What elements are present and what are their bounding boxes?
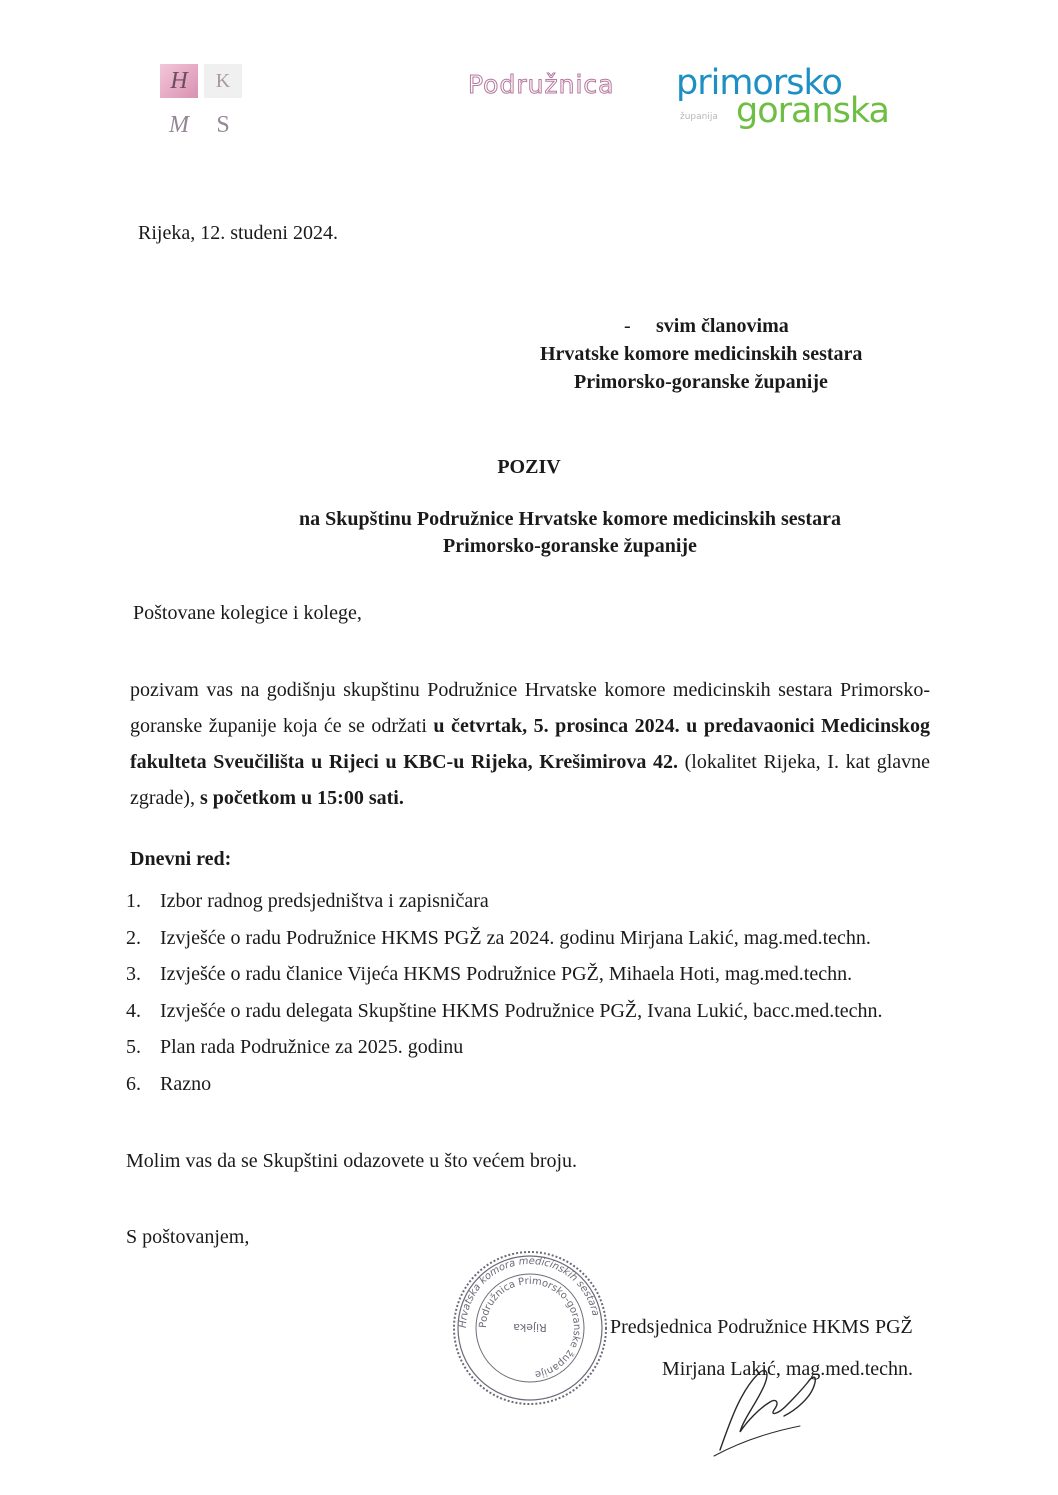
agenda-item — [126, 996, 883, 1033]
recipient-line-1 — [540, 312, 862, 340]
agenda-item — [126, 923, 883, 960]
agenda-item-number: 2. — [126, 926, 141, 949]
agenda-item-text: Razno — [160, 1072, 212, 1095]
body-bold-1: u četvrtak, 5. prosinca 2024. u predavaonici Medicinskog fakulteta Sveučilišta u Rijeci u KBC-u Rijeka, Krešimirova 42. — [130, 715, 930, 773]
agenda-item — [126, 886, 883, 923]
handwritten-signature — [700, 1352, 840, 1462]
agenda-item — [126, 959, 883, 996]
document-subtitle — [200, 506, 940, 560]
agenda-item-number: 6. — [126, 1072, 141, 1095]
stamp-center-text: Rijeka — [513, 1321, 547, 1334]
logo-letter-k: K — [204, 64, 242, 98]
stamp-inner-text: Podružnica Primorsko-goranske županije — [477, 1275, 583, 1380]
logo-goranska: goranska — [736, 91, 889, 131]
recipient-members: svim članovima — [656, 315, 789, 337]
logo-primorsko: primorsko — [676, 63, 842, 103]
body-bold-2: s početkom u 15:00 sati. — [199, 787, 404, 809]
body-part-1: pozivam vas na godišnju skupštinu Podružnice Hrvatske komore medicinskih sestara Primorsko-goranske županije koja će se održati — [130, 679, 930, 737]
body-part-2: (lokalitet Rijeka, I. kat glavne zgrade), — [130, 751, 931, 809]
recipient-line-3: Primorsko-goranske županije — [574, 371, 828, 393]
agenda-item-text: Izvješće o radu Podružnice HKMS PGŽ za 2024. godinu Mirjana Lakić, mag.med.techn. — [160, 926, 871, 949]
signature-stroke — [720, 1370, 815, 1450]
signatory-title: Predsjednica Podružnice HKMS PGŽ — [610, 1316, 913, 1338]
agenda-item-text: Izbor radnog predsjedništva i zapisničara — [160, 890, 489, 912]
agenda-item-text: Izvješće o radu delegata Skupštine HKMS Podružnice PGŽ, Ivana Lukić, bacc.med.techn. — [160, 999, 883, 1022]
agenda-item-number: 4. — [126, 999, 141, 1022]
recipient-line-2: Hrvatske komore medicinskih sestara — [540, 343, 863, 365]
letter-date: Rijeka, 12. studeni 2024. — [138, 222, 338, 244]
agenda-item — [126, 1032, 883, 1069]
logo-letter-m: M — [169, 111, 189, 138]
recipient-block — [540, 312, 862, 396]
agenda-item-number: 1. — [126, 890, 141, 912]
logo-letter-s: S — [216, 111, 230, 138]
agenda-list — [126, 886, 883, 1105]
agenda-item-text: Izvješće o radu članice Vijeća HKMS Podružnice PGŽ, Mihaela Hoti, mag.med.techn. — [160, 963, 853, 985]
logo-zupanija: županija — [680, 112, 718, 122]
official-stamp — [450, 1248, 610, 1408]
logo-letter-h: H — [160, 64, 198, 98]
agenda-title: Dnevni red: — [130, 848, 232, 870]
stamp-outer-text: Hrvatska komora medicinskih sestara — [457, 1255, 601, 1329]
invitation-paragraph — [130, 672, 930, 816]
recipient-dash: - — [624, 315, 631, 337]
salutation: Poštovane kolegice i kolege, — [133, 602, 362, 624]
signatory-name: Mirjana Lakić, mag.med.techn. — [662, 1358, 914, 1380]
subtitle-line-2: Primorsko-goranske županije — [443, 535, 697, 557]
podruznica-logo-text: Podružnica — [468, 70, 615, 99]
primorsko-goranska-logo — [676, 63, 916, 132]
regards: S poštovanjem, — [126, 1226, 250, 1248]
agenda-item-text: Plan rada Podružnice za 2025. godinu — [160, 1036, 464, 1058]
document-title: POZIV — [497, 456, 561, 478]
hkms-logo — [160, 64, 250, 144]
agenda-item-number: 3. — [126, 963, 141, 985]
agenda-item-number: 5. — [126, 1036, 141, 1058]
subtitle-line-1: na Skupštinu Podružnice Hrvatske komore medicinskih sestara — [299, 508, 841, 530]
closing-sentence: Molim vas da se Skupštini odazovete u što većem broju. — [126, 1150, 578, 1172]
agenda-item — [126, 1069, 883, 1106]
